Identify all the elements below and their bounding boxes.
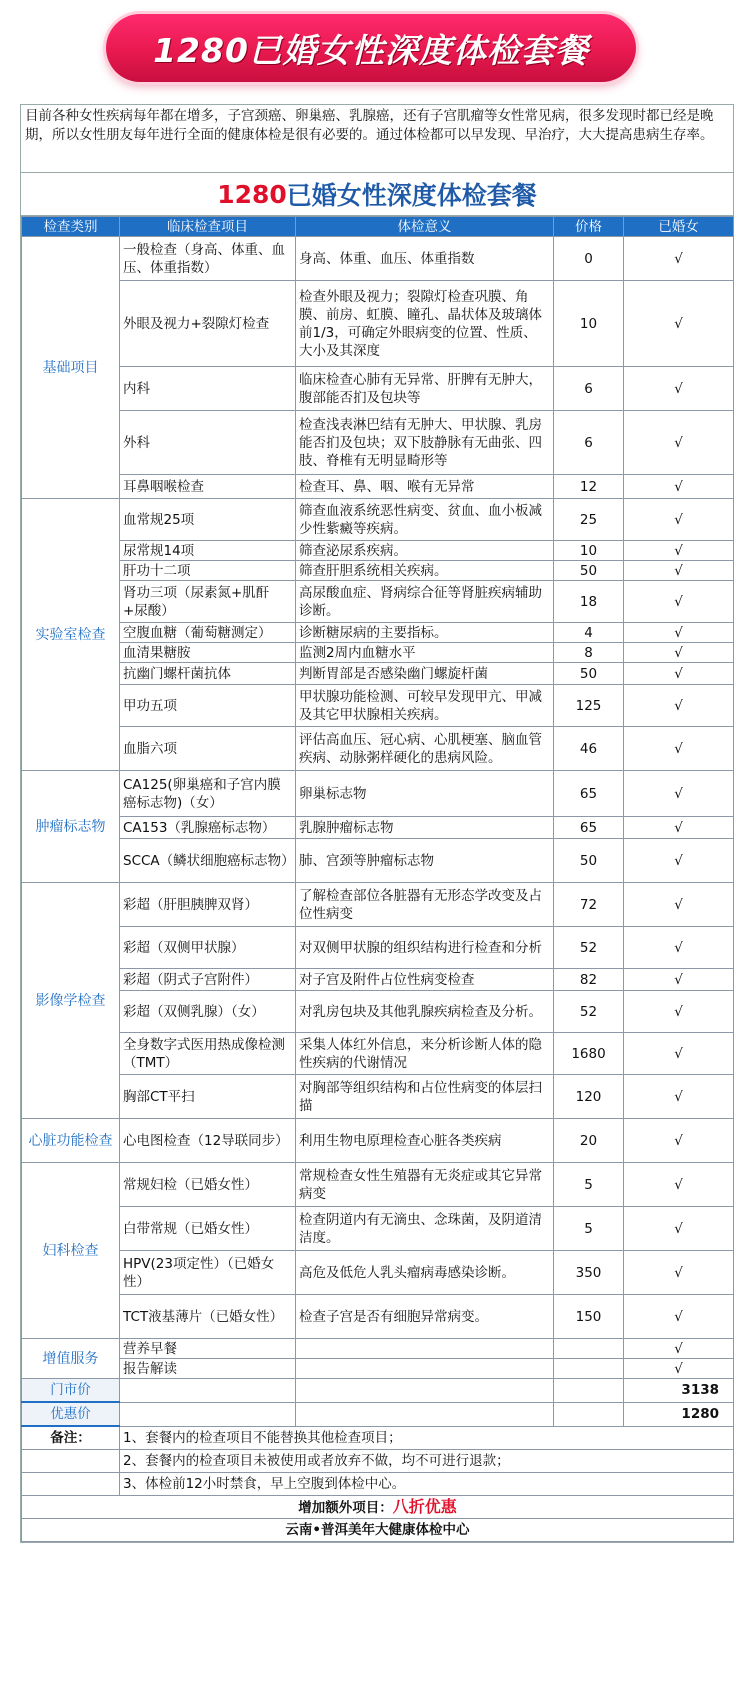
married-mark-cell: √: [624, 927, 734, 969]
price-cell: 72: [554, 883, 624, 927]
table-row: [22, 623, 734, 643]
married-mark-cell: √: [624, 1119, 734, 1163]
meaning-cell: 了解检查部位各脏器有无形态学改变及占位性病变: [296, 883, 554, 927]
price-cell: 12: [554, 475, 624, 499]
table-row: [22, 281, 734, 367]
price-cell: 82: [554, 969, 624, 991]
item-cell: CA125(卵巢癌和子宫内膜癌标志物)（女）: [120, 771, 296, 817]
married-mark-cell: √: [624, 561, 734, 581]
price-cell: 65: [554, 817, 624, 839]
price-cell: 46: [554, 727, 624, 771]
extra-offer: [22, 1496, 734, 1519]
married-mark-cell: √: [624, 1339, 734, 1359]
table-row: [22, 411, 734, 475]
price-cell: 50: [554, 663, 624, 685]
table-row: [22, 1033, 734, 1075]
item-cell: 心电图检查（12导联同步）: [120, 1119, 296, 1163]
table-row: [22, 1119, 734, 1163]
meaning-cell: 检查浅表淋巴结有无肿大、甲状腺、乳房能否扪及包块；双下肢静脉有无曲张、四肢、脊椎有无明显畸形等: [296, 411, 554, 475]
married-mark-cell: √: [624, 581, 734, 623]
table-row: [22, 927, 734, 969]
extra-highlight: 八折优惠: [392, 1496, 457, 1516]
price-cell: 5: [554, 1207, 624, 1251]
item-cell: 血清果糖胺: [120, 643, 296, 663]
married-mark-cell: √: [624, 1295, 734, 1339]
married-mark-cell: √: [624, 475, 734, 499]
category-cell: 妇科检查: [22, 1163, 120, 1339]
banner-area: [0, 0, 750, 96]
table-row: [22, 771, 734, 817]
note-row: [22, 1473, 734, 1496]
price-cell: 50: [554, 561, 624, 581]
summary-row-list-price: [22, 1379, 734, 1403]
empty-cell: [554, 1379, 624, 1403]
empty-cell: [296, 1379, 554, 1403]
married-mark-cell: √: [624, 411, 734, 475]
price-cell: 25: [554, 499, 624, 541]
married-mark-cell: √: [624, 991, 734, 1033]
meaning-cell: [296, 1339, 554, 1359]
price-cell: 10: [554, 541, 624, 561]
header-meaning: 体检意义: [296, 217, 554, 237]
meaning-cell: 检查耳、鼻、咽、喉有无异常: [296, 475, 554, 499]
banner-title: 1280已婚女性深度体检套餐: [106, 14, 636, 82]
note-row: [22, 1450, 734, 1473]
married-mark-cell: √: [624, 237, 734, 281]
married-mark-cell: √: [624, 839, 734, 883]
item-cell: 血脂六项: [120, 727, 296, 771]
item-cell: 血常规25项: [120, 499, 296, 541]
meaning-cell: 诊断糖尿病的主要指标。: [296, 623, 554, 643]
meaning-cell: 筛查肝胆系统相关疾病。: [296, 561, 554, 581]
notes-body: [22, 1426, 734, 1542]
table-row: [22, 475, 734, 499]
category-cell: 心脏功能检查: [22, 1119, 120, 1163]
meaning-cell: 乳腺肿瘤标志物: [296, 817, 554, 839]
main-title: [21, 173, 733, 216]
meaning-cell: 肺、宫颈等肿瘤标志物: [296, 839, 554, 883]
table-row: [22, 499, 734, 541]
price-cell: 4: [554, 623, 624, 643]
price-cell: 350: [554, 1251, 624, 1295]
table-row: [22, 237, 734, 281]
table-row: [22, 883, 734, 927]
item-cell: 营养早餐: [120, 1339, 296, 1359]
table-row: [22, 367, 734, 411]
meaning-cell: 筛查血液系统恶性病变、贫血、血小板减少性紫癜等疾病。: [296, 499, 554, 541]
main-title-text: 已婚女性深度体检套餐: [286, 181, 537, 210]
price-cell: 150: [554, 1295, 624, 1339]
header-item: 临床检查项目: [120, 217, 296, 237]
summary-label: 优惠价: [22, 1402, 120, 1426]
price-cell: 0: [554, 237, 624, 281]
price-cell: [554, 1359, 624, 1379]
meaning-cell: 高尿酸血症、肾病综合征等肾脏疾病辅助诊断。: [296, 581, 554, 623]
notes-label: 备注：: [22, 1426, 120, 1450]
item-cell: 甲功五项: [120, 685, 296, 727]
married-mark-cell: √: [624, 1359, 734, 1379]
meaning-cell: 身高、体重、血压、体重指数: [296, 237, 554, 281]
item-cell: CA153（乳腺癌标志物）: [120, 817, 296, 839]
price-cell: 20: [554, 1119, 624, 1163]
item-cell: 常规妇检（已婚女性）: [120, 1163, 296, 1207]
married-mark-cell: √: [624, 969, 734, 991]
category-cell: 实验室检查: [22, 499, 120, 771]
price-cell: 120: [554, 1075, 624, 1119]
table-row: [22, 1359, 734, 1379]
price-cell: 52: [554, 991, 624, 1033]
price-cell: 6: [554, 411, 624, 475]
item-cell: 空腹血糖（葡萄糖测定）: [120, 623, 296, 643]
category-cell: 肿瘤标志物: [22, 771, 120, 883]
main-title-number: 1280: [217, 179, 287, 209]
meaning-cell: 对子宫及附件占位性病变检查: [296, 969, 554, 991]
table-row: [22, 839, 734, 883]
price-cell: [554, 1339, 624, 1359]
item-cell: 彩超（双侧乳腺）（女）: [120, 991, 296, 1033]
extra-label: 增加额外项目：: [298, 1499, 393, 1516]
meaning-cell: 检查外眼及视力；裂隙灯检查巩膜、角膜、前房、虹膜、瞳孔、晶状体及玻璃体前1/3，可确定外眼病变的位置、性质、大小及其深度: [296, 281, 554, 367]
table-body: [22, 237, 734, 1379]
item-cell: 胸部CT平扫: [120, 1075, 296, 1119]
empty-cell: [22, 1450, 120, 1473]
empty-cell: [22, 1473, 120, 1496]
item-cell: 报告解读: [120, 1359, 296, 1379]
note-line: 1、套餐内的检查项目不能替换其他检查项目；: [120, 1426, 734, 1450]
meaning-cell: 对胸部等组织结构和占位性病变的体层扫描: [296, 1075, 554, 1119]
items-table: [21, 216, 734, 1542]
married-mark-cell: √: [624, 1163, 734, 1207]
table-row: [22, 541, 734, 561]
married-mark-cell: √: [624, 623, 734, 643]
empty-cell: [120, 1379, 296, 1403]
item-cell: 内科: [120, 367, 296, 411]
table-row: [22, 561, 734, 581]
meaning-cell: 卵巢标志物: [296, 771, 554, 817]
item-cell: HPV(23项定性）（已婚女性）: [120, 1251, 296, 1295]
table-row: [22, 1075, 734, 1119]
category-cell: 影像学检查: [22, 883, 120, 1119]
table-row: [22, 1251, 734, 1295]
table-row: [22, 727, 734, 771]
table-row: [22, 1295, 734, 1339]
meaning-cell: 检查阴道内有无滴虫、念珠菌，及阴道清洁度。: [296, 1207, 554, 1251]
married-mark-cell: √: [624, 1075, 734, 1119]
item-cell: 白带常规（已婚女性）: [120, 1207, 296, 1251]
meaning-cell: 检查子宫是否有细胞异常病变。: [296, 1295, 554, 1339]
married-mark-cell: √: [624, 685, 734, 727]
married-mark-cell: √: [624, 1033, 734, 1075]
price-cell: 50: [554, 839, 624, 883]
table-row: [22, 969, 734, 991]
married-mark-cell: √: [624, 817, 734, 839]
table-header-row: [22, 217, 734, 237]
item-cell: 肝功十二项: [120, 561, 296, 581]
price-cell: 10: [554, 281, 624, 367]
intro-text: 目前各种女性疾病每年都在增多，子宫颈癌、卵巢癌、乳腺癌，还有子宫肌瘤等女性常见病，很多发现时都已经是晚期，所以女性朋友每年进行全面的健康体检是很有必要的。通过体检都可以早发现、早治疗，大大提高患病生存率。: [21, 105, 733, 173]
header-price: 价格: [554, 217, 624, 237]
item-cell: 外科: [120, 411, 296, 475]
table-row: [22, 1339, 734, 1359]
meaning-cell: 判断胃部是否感染幽门螺旋杆菌: [296, 663, 554, 685]
price-cell: 18: [554, 581, 624, 623]
married-mark-cell: √: [624, 1251, 734, 1295]
summary-label: 门市价: [22, 1379, 120, 1403]
meaning-cell: 临床检查心肺有无异常、肝脾有无肿大，腹部能否扪及包块等: [296, 367, 554, 411]
meaning-cell: [296, 1359, 554, 1379]
married-mark-cell: √: [624, 541, 734, 561]
married-mark-cell: √: [624, 727, 734, 771]
item-cell: TCT液基薄片（已婚女性）: [120, 1295, 296, 1339]
married-mark-cell: √: [624, 883, 734, 927]
price-cell: 8: [554, 643, 624, 663]
note-line: 3、体检前12小时禁食，早上空腹到体检中心。: [120, 1473, 734, 1496]
price-cell: 6: [554, 367, 624, 411]
married-mark-cell: √: [624, 281, 734, 367]
extra-row: [22, 1496, 734, 1519]
package-sheet: [20, 104, 734, 1543]
price-cell: 5: [554, 1163, 624, 1207]
table-row: [22, 991, 734, 1033]
table-row: [22, 1207, 734, 1251]
table-row: [22, 663, 734, 685]
meaning-cell: 筛查泌尿系疾病。: [296, 541, 554, 561]
meaning-cell: 采集人体红外信息，来分析诊断人体的隐性疾病的代谢情况: [296, 1033, 554, 1075]
note-row: [22, 1426, 734, 1450]
item-cell: 彩超（肝胆胰脾双肾）: [120, 883, 296, 927]
married-mark-cell: √: [624, 367, 734, 411]
price-cell: 125: [554, 685, 624, 727]
empty-cell: [554, 1402, 624, 1426]
price-cell: 52: [554, 927, 624, 969]
item-cell: 尿常规14项: [120, 541, 296, 561]
category-cell: 基础项目: [22, 237, 120, 499]
meaning-cell: 对双侧甲状腺的组织结构进行检查和分析: [296, 927, 554, 969]
married-mark-cell: √: [624, 663, 734, 685]
item-cell: 肾功三项（尿素氮+肌酐+尿酸）: [120, 581, 296, 623]
item-cell: 耳鼻咽喉检查: [120, 475, 296, 499]
married-mark-cell: √: [624, 643, 734, 663]
item-cell: 彩超（双侧甲状腺）: [120, 927, 296, 969]
item-cell: SCCA（鳞状细胞癌标志物）: [120, 839, 296, 883]
table-row: [22, 1163, 734, 1207]
married-mark-cell: √: [624, 771, 734, 817]
header-category: 检查类别: [22, 217, 120, 237]
item-cell: 外眼及视力+裂隙灯检查: [120, 281, 296, 367]
summary-value: 1280: [624, 1402, 734, 1426]
summary-value: 3138: [624, 1379, 734, 1403]
empty-cell: [296, 1402, 554, 1426]
price-cell: 65: [554, 771, 624, 817]
item-cell: 抗幽门螺杆菌抗体: [120, 663, 296, 685]
header-married: 已婚女: [624, 217, 734, 237]
meaning-cell: 高危及低危人乳头瘤病毒感染诊断。: [296, 1251, 554, 1295]
meaning-cell: 利用生物电原理检查心脏各类疾病: [296, 1119, 554, 1163]
empty-cell: [120, 1402, 296, 1426]
table-row: [22, 581, 734, 623]
married-mark-cell: √: [624, 499, 734, 541]
table-row: [22, 685, 734, 727]
category-cell: 增值服务: [22, 1339, 120, 1379]
item-cell: 全身数字式医用热成像检测（TMT）: [120, 1033, 296, 1075]
married-mark-cell: √: [624, 1207, 734, 1251]
summary-body: [22, 1379, 734, 1427]
meaning-cell: 监测2周内血糖水平: [296, 643, 554, 663]
meaning-cell: 评估高血压、冠心病、心肌梗塞、脑血管疾病、动脉粥样硬化的患病风险。: [296, 727, 554, 771]
price-cell: 1680: [554, 1033, 624, 1075]
table-row: [22, 643, 734, 663]
meaning-cell: 对乳房包块及其他乳腺疾病检查及分析。: [296, 991, 554, 1033]
meaning-cell: 甲状腺功能检测、可较早发现甲亢、甲减及其它甲状腺相关疾病。: [296, 685, 554, 727]
item-cell: 彩超（阴式子宫附件）: [120, 969, 296, 991]
item-cell: 一般检查（身高、体重、血压、体重指数）: [120, 237, 296, 281]
note-line: 2、套餐内的检查项目未被使用或者放弃不做，均不可进行退款；: [120, 1450, 734, 1473]
footer-row: [22, 1519, 734, 1542]
meaning-cell: 常规检查女性生殖器有无炎症或其它异常病变: [296, 1163, 554, 1207]
footer-center-name: 云南•普洱美年大健康体检中心: [22, 1519, 734, 1542]
table-row: [22, 817, 734, 839]
summary-row-discount-price: [22, 1402, 734, 1426]
